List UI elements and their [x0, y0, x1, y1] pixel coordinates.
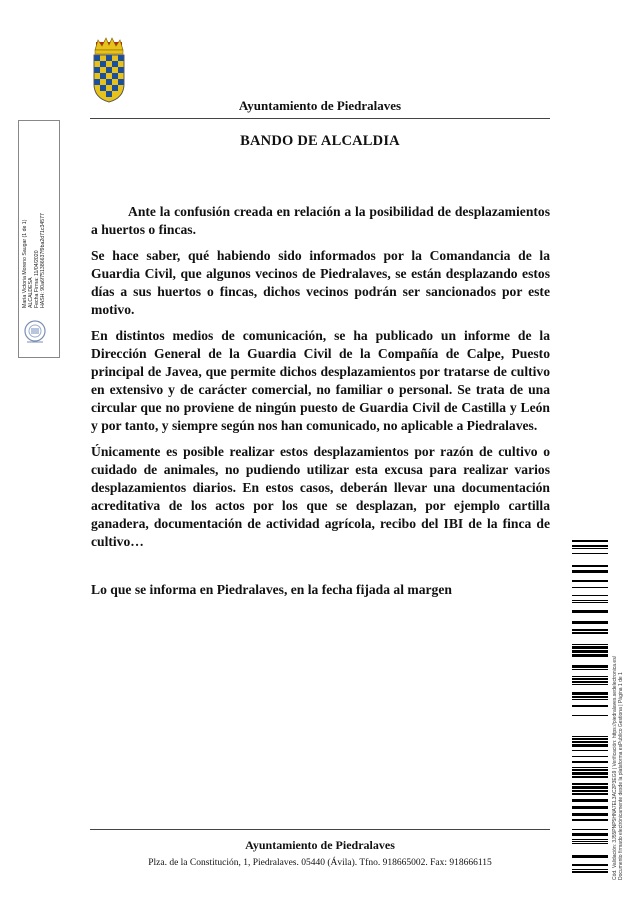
signature-date: Fecha Firma: 11/04/2020	[34, 250, 40, 308]
signature-signer: María Victoria Moreno Saugar (1 de 1)	[22, 219, 28, 308]
barcode-bar	[572, 869, 608, 870]
barcode-bar	[572, 786, 608, 789]
header-organization: Ayuntamiento de Piedralaves	[238, 98, 402, 113]
signature-role: ALCALDESA	[28, 277, 34, 308]
barcode-bar	[572, 715, 608, 716]
barcode-bar	[572, 545, 608, 547]
barcode-bar	[572, 684, 608, 685]
barcode-bar	[572, 540, 608, 542]
barcode-bar	[572, 580, 608, 582]
barcode-bar	[572, 705, 608, 707]
barcode-bar	[572, 750, 608, 751]
footer-organization: Ayuntamiento de Piedralaves	[245, 838, 395, 852]
barcode-bar	[572, 587, 608, 588]
barcode-bar	[572, 632, 608, 634]
barcode-bar	[572, 654, 608, 657]
barcode-bar	[572, 629, 608, 631]
barcode-bar	[572, 681, 608, 683]
barcode-bar	[572, 602, 608, 603]
barcode-bar	[572, 819, 608, 821]
barcode-bar	[572, 871, 608, 873]
barcode-bar	[572, 829, 608, 830]
barcode-bar	[572, 864, 608, 866]
barcode-bar	[572, 621, 608, 624]
barcode-bar	[572, 767, 608, 768]
barcode-bar	[572, 736, 608, 737]
paragraph-exceptions: Únicamente es posible realizar estos desplazamientos por razón de cultivo o cuidado de animales, no pudiendo utilizar esta excusa para realizar varios desplazamientos diarios. En estos casos, deberán llevar una documentación acreditativa de los actos por los que se desplazan, por ejemplo cartilla ganadera, documentación de actividad agrícola, recibo del IBI de la finca de cultivo…	[91, 444, 550, 549]
barcode-bar	[572, 793, 608, 795]
barcode-bar	[572, 678, 608, 680]
barcode-bar	[572, 669, 608, 670]
barcode-bar	[572, 650, 608, 653]
barcode-bar	[572, 855, 608, 858]
barcode-bar	[572, 790, 608, 792]
barcode-bar	[572, 595, 608, 596]
barcode-bar	[572, 699, 608, 700]
barcode-bar	[572, 769, 608, 771]
barcode-bar	[572, 692, 608, 695]
barcode-bar	[572, 772, 608, 775]
barcode-bar	[572, 813, 608, 816]
header-divider	[90, 118, 550, 119]
barcode-bar	[572, 776, 608, 778]
barcode-bar	[572, 570, 608, 573]
barcode-bar	[572, 644, 608, 645]
closing-statement: Lo que se informa en Piedralaves, en la fecha fijada al margen	[91, 582, 452, 597]
barcode-bar	[572, 783, 608, 785]
barcode-bar	[572, 565, 608, 567]
signature-text	[22, 146, 52, 308]
seal-icon	[23, 318, 47, 346]
barcode-bar	[572, 548, 608, 549]
paragraph-notice: Se hace saber, qué habiendo sido informados por la Comandancia de la Guardia Civil, que algunos vecinos de Piedralaves, se están desplazando estos días a sus huertos o fincas, dichos vecinos podrán ser sancionados por este motivo.	[91, 248, 550, 317]
barcode-bar	[572, 741, 608, 743]
verification-code: Cód. Validación: 3J55PNP5HNA7EL3AC2P3EG9 | Verificación: https://piedralaves.sedelectronica.es/	[612, 655, 618, 880]
barcode-bar	[572, 676, 608, 677]
footer-divider	[90, 829, 550, 830]
verification-platform: Documento firmado electrónicamente desde la plataforma esPublico Gestiona | Página 1 de 1	[618, 672, 624, 880]
barcode-bar	[572, 843, 608, 844]
barcode-bar	[572, 839, 608, 840]
paragraph-intro-text: Ante la confusión creada en relación a la posibilidad de desplazamientos a huertos o fincas.	[91, 204, 550, 237]
barcode-icon	[572, 540, 608, 880]
barcode-bar	[572, 610, 608, 613]
barcode-bar	[572, 833, 608, 836]
paragraph-media: En distintos medios de comunicación, se ha publicado un informe de la Dirección General de la Guardia Civil de la Compañía de Calpe, Puesto principal de Javea, que permite dichos desplazamientos por tratarse de cultivo en extensivo y de carácter comercial, no familiar o personal. Se trata de una circular que no proviene de ningún puesto de Guardia Civil de Castilla y León y por tanto, y siempre según nos han comunicado, no aplicable a Piedralaves.	[91, 328, 550, 433]
barcode-bar	[572, 646, 608, 649]
barcode-bar	[572, 600, 608, 601]
barcode-bar	[572, 756, 608, 757]
footer-address: Plza. de la Constitución, 1, Piedralaves. 05440 (Ávila). Tfno. 918665002. Fax: 918666115	[148, 858, 492, 868]
barcode-bar	[572, 696, 608, 698]
barcode-bar	[572, 738, 608, 740]
signature-hash: HASH: 90a6f751386637f9ba2d71c34577	[40, 213, 46, 308]
coat-of-arms-logo	[90, 36, 128, 104]
barcode-bar	[572, 744, 608, 747]
verification-note	[612, 560, 624, 880]
barcode-bar	[572, 665, 608, 668]
barcode-bar	[572, 806, 608, 809]
barcode-bar	[572, 841, 608, 842]
document-title: BANDO DE ALCALDIA	[240, 133, 400, 149]
paragraph-intro	[91, 203, 550, 239]
document-body	[91, 203, 550, 559]
barcode-bar	[572, 553, 608, 554]
barcode-bar	[572, 799, 608, 802]
barcode-bar	[572, 761, 608, 763]
